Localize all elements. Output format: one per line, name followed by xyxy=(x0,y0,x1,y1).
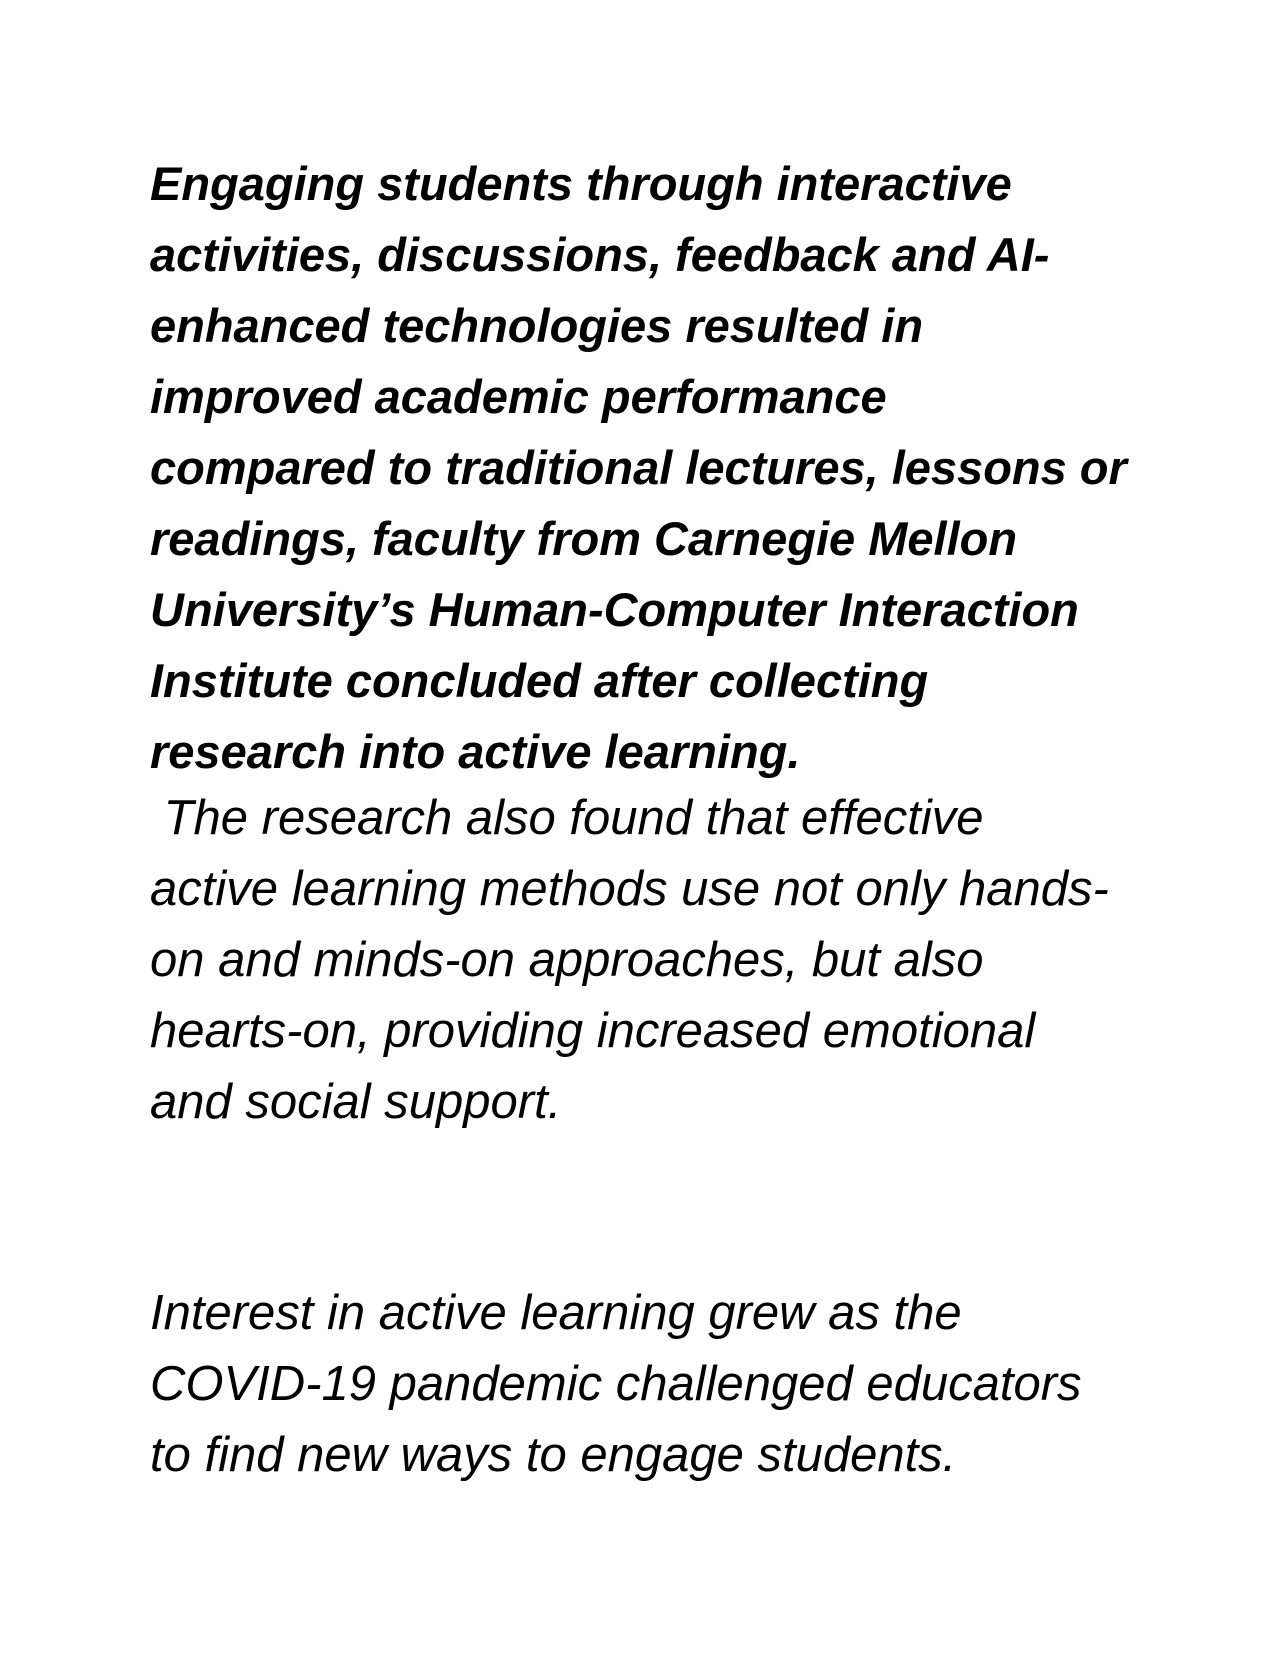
text-line: research into active learning. xyxy=(150,725,801,778)
text-line: to find new ways to engage students. xyxy=(150,1428,957,1482)
text-line: hearts-on, providing increased emotional xyxy=(150,1004,1036,1058)
text-line: compared to traditional lectures, lessons or xyxy=(150,441,1127,494)
text-line: COVID-19 pandemic challenged educators xyxy=(150,1357,1082,1411)
text-line: Institute concluded after collecting xyxy=(150,654,929,707)
text-line: activities, discussions, feedback and AI- xyxy=(150,228,1050,281)
text-line: University’s Human-Computer Interaction xyxy=(150,583,1079,636)
text-line: on and minds-on approaches, but also xyxy=(150,933,984,987)
text-line: The research also found that effective xyxy=(150,791,984,845)
text-line: Engaging students through interactive xyxy=(150,157,1012,210)
paragraph-interest xyxy=(150,1278,1160,1491)
paragraph-lead xyxy=(150,148,1160,787)
text-line: Interest in active learning grew as the xyxy=(150,1286,962,1340)
text-line: readings, faculty from Carnegie Mellon xyxy=(150,512,1018,565)
text-line: enhanced technologies resulted in xyxy=(150,299,924,352)
text-line: and social support. xyxy=(150,1075,562,1129)
paragraph-research xyxy=(150,783,1160,1138)
document-page xyxy=(150,148,1160,1491)
text-line: active learning methods use not only hands- xyxy=(150,862,1109,916)
text-line: improved academic performance xyxy=(150,370,887,423)
